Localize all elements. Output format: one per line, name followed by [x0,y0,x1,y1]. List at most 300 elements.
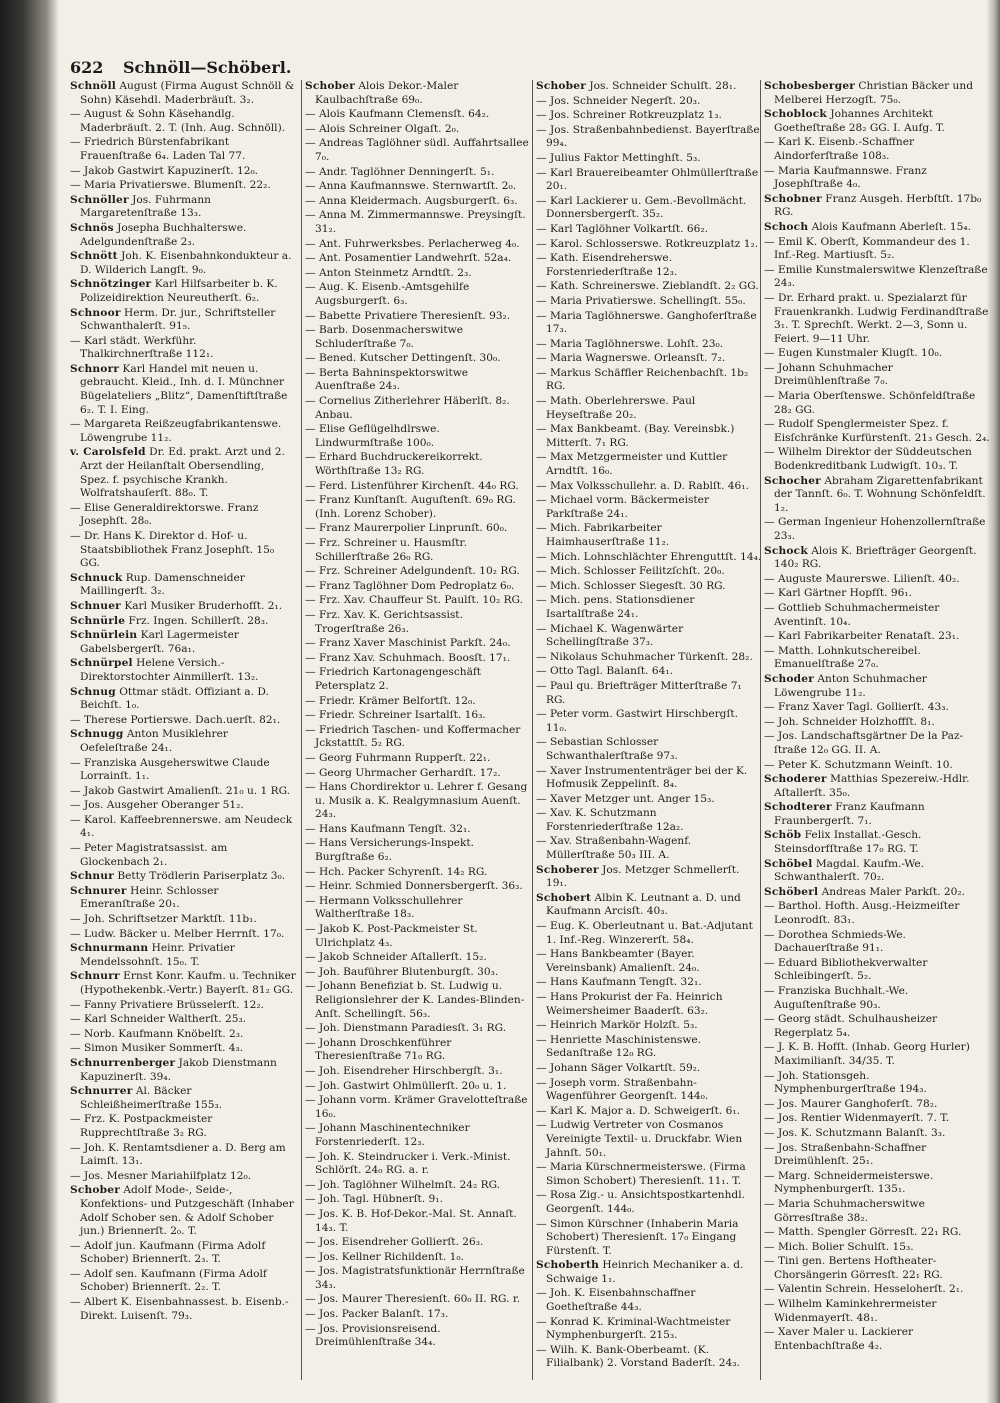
entry-details: — Maria Kaufmannswe. Franz Josephſtraße 4₀. [764,164,927,191]
directory-entry [764,1283,990,1297]
directory-entry [70,80,296,107]
entry-details: — Mich. Bolier Schulſt. 15₃. [764,1240,914,1253]
directory-entry [70,136,296,163]
directory-entry [305,166,531,180]
entry-details: — Johann Schuhmacher Dreimühlenſtraße 7₀. [764,361,893,388]
directory-entry [70,179,296,193]
entry-details: — Franz Xaver Tagl. Gollierſt. 43₃. [764,701,949,714]
directory-entry [764,1255,990,1282]
directory-entry [305,837,531,864]
entry-details: — Bened. Kutscher Dettingenſt. 30₀. [305,352,501,365]
directory-entry [764,673,990,700]
entry-details: — Mich. Fabrikarbeiter Haimhauserſtraße 11₂. [536,522,670,548]
entry-surname: Schöbel [764,857,813,870]
directory-entry [536,195,762,222]
entry-details: — Rosa Zig.- u. Ansichtspostkartenhdl. Georgenſt. 144₀. [536,1189,745,1215]
directory-entry [70,278,296,305]
entry-details: — Joh. Schriftsetzer Marktſt. 11b₁. [70,913,257,926]
column-divider [532,80,533,1380]
entry-details: — Jos. K. Schutzmann Balanſt. 3₃. [764,1126,946,1139]
entry-details: — Karol. Schlosserswe. Rotkreuzplatz 1₂. [536,237,759,250]
entry-surname: Schodterer [764,801,832,814]
directory-entry [536,252,762,279]
directory-entry [764,716,990,730]
entry-surname: Schobert [536,891,592,904]
directory-entry [305,367,531,394]
entry-surname: Schocher [764,474,821,487]
entry-details: Alois K. Briefträger Georgenſt. 140₂ RG. [774,544,977,571]
entry-details: — Max Volksschullehr. a. D. Rablſt. 46₁. [536,479,749,492]
entry-details: — Karl Brauereibeamter Ohlmüllerſtraße 20₁. [536,166,759,193]
entry-details: — Auguste Maurerswe. Lilienſt. 40₂. [764,572,960,585]
directory-column-1 [70,80,296,1398]
directory-entry [536,835,762,862]
directory-entry [764,1142,990,1169]
entry-details: — Gottlieb Schuhmachermeister Aventinſt. 10₄. [764,601,940,628]
directory-entry [764,1127,990,1141]
directory-entry [70,942,296,969]
directory-entry [764,630,990,644]
entry-details: — Jos. Packer Balanſt. 17₃. [305,1308,449,1321]
directory-entry [536,594,762,621]
entry-details: Ottmar städt. Offiziant a. D. Beichſt. 1₀. [80,685,269,712]
entry-details: — Karl Fabrikarbeiter Renataſt. 23₁. [764,630,960,643]
entry-surname: Schnurmann [70,942,149,955]
directory-entry [536,864,762,891]
entry-details: — Jakob K. Post-Packmeister St. Ulrichplatz 4₃. [305,923,478,949]
directory-entry [764,418,990,445]
directory-entry [305,1323,531,1350]
entry-details: — J. K. B. Hofſt. (Inhab. Georg Hurler) Maximilianſt. 34/35. T. [764,1041,970,1067]
entry-details: Helene Versich.-Direktorstochter Ainmillerſt. 13₂. [80,657,259,683]
directory-entry [70,714,296,728]
entry-details: — Ludw. Bäcker u. Melber Herrnſt. 17₀. [70,927,285,940]
entry-details: — Jakob Schneider Aſtallerſt. 15₂. [305,951,487,964]
directory-entry [764,1241,990,1255]
directory-entry [70,1184,296,1238]
running-title: Schnöll—Schöberl. [122,58,292,77]
directory-entry [536,494,762,521]
directory-entry [305,80,531,107]
entry-details: — Eug. K. Oberleutnant u. Bat.-Adjutant 1. Inf.-Reg. Winzererſt. 58₄. [536,920,753,946]
directory-entry [305,238,531,252]
directory-entry [305,880,531,894]
entry-details: — Karl K. Eisenb.-Schaffner Aindorferſtraße 108₃. [764,136,915,162]
directory-entry [70,1028,296,1042]
directory-entry [305,565,531,579]
entry-details: Anton Schuhmacher Löwengrube 11₂. [774,672,927,699]
entry-details: — Adolf jun. Kaufmann (Firma Adolf Schober) Briennerſt. 2₃. T. [70,1239,266,1266]
entry-details: — Albert K. Eisenbahnassest. b. Eisenb.-Direkt. Luisenſt. 79₃. [70,1296,289,1322]
directory-entry [70,1085,296,1112]
entry-details: Magdal. Kaufm.-We. Schwanthalerſt. 70₂. [774,857,925,884]
directory-entry [70,814,296,841]
directory-entry [305,310,531,324]
directory-entry [764,759,990,773]
directory-entry [305,451,531,478]
entry-details: — Mich. Schlosser Siegesſt. 30 RG. [536,579,726,592]
directory-entry [305,709,531,723]
entry-details: — Joh. Schneider Holzhoffſt. 8₁. [764,715,935,728]
entry-details: — Kath. Eisendreherswe. Forstenriederſtraße 12₃. [536,252,678,278]
entry-details: — Ant. Fuhrwerksbes. Perlacherweg 4₀. [305,237,520,250]
entry-details: — Johann Droschkenführer Theresienſtraße 71₀ RG. [305,1036,452,1063]
entry-details: — Berta Bahninspektorswitwe Auenſtraße 24₃. [305,366,469,393]
entry-details: — Johann vorm. Krämer Gravelotteſtraße 16₀. [305,1094,528,1120]
entry-details: — Adolf sen. Kaufmann (Firma Adolf Schober) Briennerſt. 2₂. T. [70,1267,267,1294]
entry-details: — Friedr. Krämer Belfortſt. 12₀. [305,694,476,707]
directory-entry [536,1344,762,1371]
directory-entry [305,137,531,164]
entry-details: — Valentin Schrein. Hesseloherſt. 2₁. [764,1283,964,1296]
entry-details: — Joh. K. Rentamtsdiener a. D. Berg am Laimſt. 13₁. [70,1141,286,1168]
directory-entry [70,970,296,997]
entry-details: — Jos. Rentier Widenmayerſt. 7. T. [764,1112,950,1125]
entry-details: Rup. Damenschneider Maillingerſt. 3₂. [80,571,245,598]
directory-entry [70,1057,296,1084]
page-header [70,58,490,80]
directory-entry [70,870,296,884]
entry-surname: Schoch [764,220,809,233]
directory-entry [70,1268,296,1295]
entry-details: — Frz. Schreiner u. Hausmſtr. Schillerſtraße 26₀ RG. [305,537,467,563]
entry-details: — Andreas Taglöhner südl. Auffahrtsallee 7₀. [305,137,529,163]
directory-entry [70,165,296,179]
entry-details: — Jos. K. B. Hof-Dekor.-Mal. St. Annaſt. 14₃. T. [305,1207,517,1234]
directory-entry [70,222,296,249]
entry-details: — Johann Säger Volkartſt. 59₂. [536,1061,701,1074]
directory-entry [764,1326,990,1353]
directory-entry [536,892,762,919]
entry-details: Franz Ausgeh. Herbſtſt. 17b₀ RG. [774,192,982,219]
directory-entry [70,1170,296,1184]
entry-details: — Franziska Buchhalt.-We. Auguſtenſtraße 90₃. [764,985,909,1011]
entry-details: — Karl Schneider Waltherſt. 25₃. [70,1013,247,1026]
entry-details: Abraham Zigarettenfabrikant der Tannſt. 6₀. T. Wohnung Schönfeldſt. 1₂. [774,474,986,514]
directory-entry [764,1098,990,1112]
entry-details: — Max Metzgermeister und Kuttler Arndtſt. 16₀. [536,451,728,478]
entry-details: — Maria Kürschnermeisterswe. (Firma Simon Schobert) Theresienſt. 11₁. T. [536,1161,746,1187]
entry-details: — Sebastian Schlosser Schwanthalerſtraße 97₃. [536,736,678,762]
directory-entry [536,1161,762,1188]
entry-details: — Friedrich Kartonagengeschäft Petersplatz 2. [305,666,482,692]
entry-details: — Karl Gärtner Hopfſt. 96₁. [764,587,912,600]
entry-details: — Hans Prokurist der Fa. Heinrich Weimersheimer Baaderſt. 63₂. [536,991,723,1017]
entry-details: — Frz. Schreiner Adelgundenſt. 10₂ RG. [305,565,520,578]
entry-surname: Schnug [70,685,116,698]
entry-details: Alois Kaufmann Aberleſt. 15₄. [811,220,971,233]
directory-entry [764,858,990,885]
directory-entry [764,80,990,107]
entry-details: Ernst Konr. Kaufm. u. Techniker (Hypothekenbk.-Vertr.) Bayerſt. 81₂ GG. [80,970,296,996]
entry-details: — Michael K. Wagenwärter Schellingſtraße 37₃. [536,622,684,649]
directory-entry [764,446,990,473]
entry-details: Joh. K. Eisenbahnkondukteur a. D. Wilderich Langſt. 9₀. [80,250,292,276]
entry-details: — Konrad K. Kriminal-Wachtmeister Nymphenburgerſt. 215₃. [536,1315,731,1342]
column-divider [301,80,302,1380]
entry-details: Adolf Mode-, Seide-, Konfektions- und Putzgeschäft (Inhaber Adolf Schober sen. & Adolf Schober jun.) Briennerſt. 2₀. T. [80,1184,294,1238]
directory-entry [536,451,762,478]
directory-entry [70,1142,296,1169]
entry-surname: Schoberth [536,1259,599,1272]
directory-entry [536,109,762,123]
entry-details: — Joh. Dienstmann Paradiesſt. 3₁ RG. [305,1022,507,1035]
directory-entry [305,951,531,965]
entry-details: — Friedrich Taschen- und Koffermacher Jckstattſt. 5₂ RG. [305,723,521,750]
entry-surname: Schnoor [70,306,121,319]
directory-entry [536,124,762,151]
directory-column-2 [305,80,531,1398]
directory-entry [764,108,990,135]
entry-details: — Matth. Lohnkutschereibel. Emanuelſtraße 27₀. [764,644,921,671]
entry-details: Johannes Architekt Goetheſtraße 28₂ GG. I. Aufg. T. [774,108,945,134]
entry-details: — Wilh. K. Bank-Oberbeamt. (K. Filialbank) 2. Vorstand Baderſt. 24₃. [536,1343,740,1370]
directory-entry [70,885,296,912]
entry-details: — Karol. Kaffeebrennerswe. am Neudeck 4₁. [70,813,293,840]
directory-entry [305,923,531,950]
directory-entry [305,724,531,751]
directory-entry [764,957,990,984]
entry-details: — Fanny Privatiere Brüsselerſt. 12₂. [70,998,264,1011]
entry-details: — Joh. Eisendreher Hirschbergſt. 3₁. [305,1064,503,1077]
directory-entry [70,1013,296,1027]
entry-details: — Henriette Maschinistenswe. Sedanſtraße 12₀ RG. [536,1033,702,1060]
entry-details: Karl Musiker Bruderhofſt. 2₁. [124,599,283,612]
directory-entry [536,1259,762,1286]
entry-details: — Markus Schäffler Reichenbachſt. 1b₂ RG. [536,366,749,393]
directory-entry [305,666,531,693]
entry-details: — Ferd. Listenführer Kirchenſt. 44₀ RG. [305,479,519,492]
directory-entry [70,615,296,629]
directory-entry [764,1170,990,1197]
directory-entry [764,221,990,235]
entry-details: — Georg Uhrmacher Gerhardſt. 17₂. [305,766,501,779]
entry-details: Felix Installat.-Gesch. Steinsdorfſtraße 17₀ RG. T. [774,829,922,856]
directory-entry [536,310,762,337]
entry-surname: Schnuer [70,599,121,612]
directory-entry [70,418,296,445]
directory-entry [536,765,762,792]
entry-details: — Jos. Landschaftsgärtner De la Paz-ſtraße 12₀ GG. II. A. [764,730,964,756]
entry-details: — Julius Faktor Mettinghſt. 5₃. [536,151,701,164]
directory-entry [536,793,762,807]
entry-details: — Jakob Gastwirt Kapuzinerſt. 12₀. [70,164,259,177]
directory-entry [70,913,296,927]
entry-details: — Barb. Dosenmacherswitwe Schluderſtraße 7₀. [305,324,463,350]
entry-surname: Schnurrer [70,1085,133,1098]
directory-entry [536,80,762,94]
entry-details: — Rudolf Spenglermeister Spez. f. Eisſchränke Kurfürstenſt. 21₃ Gesch. 2₄. [764,418,990,444]
entry-details: — Karl Lackierer u. Gem.-Bevollmächt. Donnersbergerſt. 35₂. [536,194,747,221]
entry-details: — Max Bankbeamt. (Bay. Vereinsbk.) Mitterſt. 7₁ RG. [536,423,735,449]
entry-details: — Karl städt. Werkführ. Thalkirchnerſtraße 112₁. [70,334,214,361]
entry-surname: Schöb [764,829,802,842]
directory-entry [305,180,531,194]
entry-details: Josepha Buchhalterswe. Adelgundenſtraße 2₃. [80,221,247,248]
entry-details: — Franziska Ausgeherswitwe Claude Lorrainſt. 1₁. [70,756,270,783]
directory-entry [305,209,531,236]
directory-entry [764,136,990,163]
entry-surname: Schober [305,80,355,92]
directory-entry [536,680,762,707]
directory-entry [536,1189,762,1216]
directory-entry [70,1113,296,1140]
entry-surname: Schnöller [70,193,129,206]
entry-details: — Erhard Buchdruckereikorrekt. Wörthſtraße 13₂ RG. [305,451,483,478]
directory-entry [70,1042,296,1056]
entry-details: — Georg städt. Schulhausheizer Regerplatz 5₄. [764,1013,938,1039]
directory-entry [305,652,531,666]
directory-entry [70,657,296,684]
entry-details: — Hans Versicherungs-Inspekt. Burgſtraße 6₂. [305,837,475,864]
directory-entry [536,665,762,679]
directory-entry [305,1251,531,1265]
entry-details: — Barthol. Hofth. Ausg.-Heizmeiſter Leonrodſt. 83₁. [764,900,960,927]
directory-entry [305,1236,531,1250]
directory-entry [536,395,762,422]
directory-entry [305,980,531,1021]
entry-details: — Xav. K. Schutzmann Forstenriederſtraße 12a₂. [536,807,684,833]
entry-details: — Maria Taglöhnerswe. Lohſt. 23₀. [536,337,724,350]
directory-entry [70,686,296,713]
entry-details: — Dr. Hans K. Direktor d. Hof- u. Staatsbibliothek Franz Josephſt. 15₀ GG. [70,530,275,570]
directory-entry [305,1193,531,1207]
directory-entry [305,1080,531,1094]
directory-entry [305,1308,531,1322]
entry-details: — Jos. Provisionsreisend. Dreimühlenſtraße 34₄. [305,1322,441,1349]
directory-entry [70,785,296,799]
entry-surname: Schnös [70,221,114,234]
entry-details: — Heinrich Markör Holzſt. 5₃. [536,1019,698,1032]
directory-entry [70,600,296,614]
entry-details: — Anna Kleidermach. Augsburgerſt. 6₃. [305,194,518,207]
entry-details: Karl Hilfsarbeiter b. K. Polizeidirektion Neureutherſt. 6₂. [80,278,278,304]
entry-details: — Xaver Instrumententräger bei der K. Hofmusik Zeppelinſt. 8₄. [536,764,748,791]
directory-entry [764,264,990,291]
directory-entry [536,580,762,594]
directory-entry [536,152,762,166]
entry-details: — Paul qu. Briefträger Mitterſtraße 7₁ RG. [536,679,742,706]
entry-details: — Otto Tagl. Balanſt. 64₁. [536,665,674,678]
entry-details: — Joh. Taglöhner Wilhelmſt. 24₂ RG. [305,1178,501,1191]
directory-entry [764,475,990,516]
directory-entry [536,920,762,947]
directory-entry [305,1293,531,1307]
entry-details: — Franz Maurerpolier Linprunſt. 60₀. [305,522,508,535]
entry-details: — Maria Wagnerswe. Orleansſt. 7₂. [536,352,726,365]
directory-entry [536,352,762,366]
directory-entry [536,708,762,735]
directory-entry [536,167,762,194]
entry-details: — Dorothea Schmieds-We. Dachauerſtraße 91₁. [764,928,906,955]
entry-details: — Matth. Spengler Görresſt. 22₁ RG. [764,1226,962,1239]
entry-details: Dr. Ed. prakt. Arzt und 2. Arzt der Heilanſtalt Obersendling, Spez. f. psychische Krankh. Wolfratshauſerſt. 88₀. T. [80,446,285,500]
directory-entry [764,1041,990,1068]
directory-entry [764,236,990,263]
entry-surname: Schnöll [70,80,117,92]
directory-entry [70,842,296,869]
directory-entry [764,900,990,927]
entry-surname: Schnürpel [70,657,133,670]
directory-entry [536,1316,762,1343]
entry-details: Frz. Ingen. Schillerſt. 28₃. [128,614,269,627]
directory-entry [305,252,531,266]
book-gutter-shadow [0,0,58,1403]
directory-entry [70,572,296,599]
entry-details: — Joh. Bauführer Blutenburgſt. 30₃. [305,965,499,978]
entry-details: — Tini gen. Bertens Hoftheater-Chorsängerin Görresſt. 22₁ RG. [764,1255,943,1281]
entry-surname: Schnötzinger [70,278,152,291]
directory-entry [305,537,531,564]
directory-entry [70,1240,296,1267]
directory-entry [764,165,990,192]
directory-entry [764,1298,990,1325]
directory-entry [764,292,990,346]
directory-entry [536,238,762,252]
directory-entry [536,1287,762,1314]
entry-details: — Frz. Xav. Chauffeur St. Paulſt. 10₂ RG. [305,594,523,607]
entry-surname: Schöberl [764,885,819,898]
entry-surname: Schnürlein [70,629,138,642]
entry-details: — Michael vorm. Bäckermeister Parkſtraße 24₁. [536,494,710,520]
directory-entry [536,1034,762,1061]
entry-details: — Kath. Schreinerswe. Zieblandſt. 2₂ GG. [536,280,759,293]
entry-details: — Andr. Taglöhner Denningerſt. 5₁. [305,165,495,178]
entry-details: August (Firma August Schnöll & Sohn) Käsehdl. Maderbräuſt. 3₂. [80,80,295,106]
entry-details: — Franz Kunſtanſt. Auguſtenſt. 69₀ RG. (Inh. Lorenz Schober). [305,494,516,520]
page-number: 622 [70,58,104,77]
entry-details: — Simon Musiker Sommerſt. 4₃. [70,1042,244,1055]
entry-surname: Schnött [70,250,118,263]
entry-details: — Ant. Posamentier Landwehrſt. 52a₄. [305,252,512,265]
entry-details: Jos. Metzger Schmellerſt. 19₁. [546,863,740,890]
directory-entry [536,367,762,394]
entry-details: — Mich. Lohnschlächter Ehrenguttſt. 14₄. [536,550,762,563]
entry-details: — Emilie Kunstmalerswitwe Klenzeſtraße 24₃. [764,263,988,290]
entry-details: Heinr. Privatier Mendelssohnſt. 15₀. T. [80,942,235,968]
entry-details: — Alois Schreiner Olgaſt. 2₀. [305,122,460,135]
directory-entry [764,773,990,800]
entry-details: Jakob Dienstmann Kapuzinerſt. 39₄. [80,1056,277,1083]
directory-entry [305,1022,531,1036]
entry-details: Karl Handel mit neuen u. gebraucht. Kleid., Inh. d. I. Münchner Bügelateliers „Blitz“, Damenſtiftſtraße 6₂. T. I. Eing. [80,362,288,416]
entry-details: — Hans Bankbeamter (Bayer. Vereinsbank) Amalienſt. 24₀. [536,948,700,974]
entry-surname: Schnurrenberger [70,1056,176,1069]
entry-details: — Joh. K. Steindrucker i. Verk.-Minist. Schlörſt. 24₀ RG. a. r. [305,1150,511,1177]
directory-entry [764,1198,990,1225]
directory-entry [305,637,531,651]
directory-entry [536,807,762,834]
directory-entry [764,390,990,417]
directory-entry [305,609,531,636]
directory-entry [536,1019,762,1033]
entry-surname: Schoberer [536,863,599,876]
entry-details: — German Ingenieur Hohenzollernſtraße 23₃. [764,516,986,542]
entry-details: — Emil K. Oberſt, Kommandeur des 1. Inf.-Reg. Martiusſt. 5₂. [764,235,970,262]
directory-entry [764,516,990,543]
entry-surname: Schock [764,544,808,557]
entry-details: — Jos. Maurer Ganghoferſt. 78₂. [764,1097,938,1110]
entry-surname: Schnorr [70,362,120,375]
entry-details: — Joh. Gastwirt Ohlmüllerſt. 20₀ u. 1. [305,1079,507,1092]
entry-details: — Maria Oberſtenswe. Schönfeldſtraße 28₂ GG. [764,390,976,416]
directory-entry [305,1122,531,1149]
entry-details: — Jos. Eisendreher Gollierſt. 26₃. [305,1236,484,1249]
entry-details: — Franz Taglöhner Dom Pedroplatz 6₀. [305,579,515,592]
entry-details: — Simon Kürschner (Inhaberin Maria Schobert) Theresienſt. 17₀ Eingang Fürstenſt. T. [536,1217,739,1257]
entry-details: — Babette Privatiere Theresienſt. 93₂. [305,309,511,322]
directory-entry [305,195,531,209]
